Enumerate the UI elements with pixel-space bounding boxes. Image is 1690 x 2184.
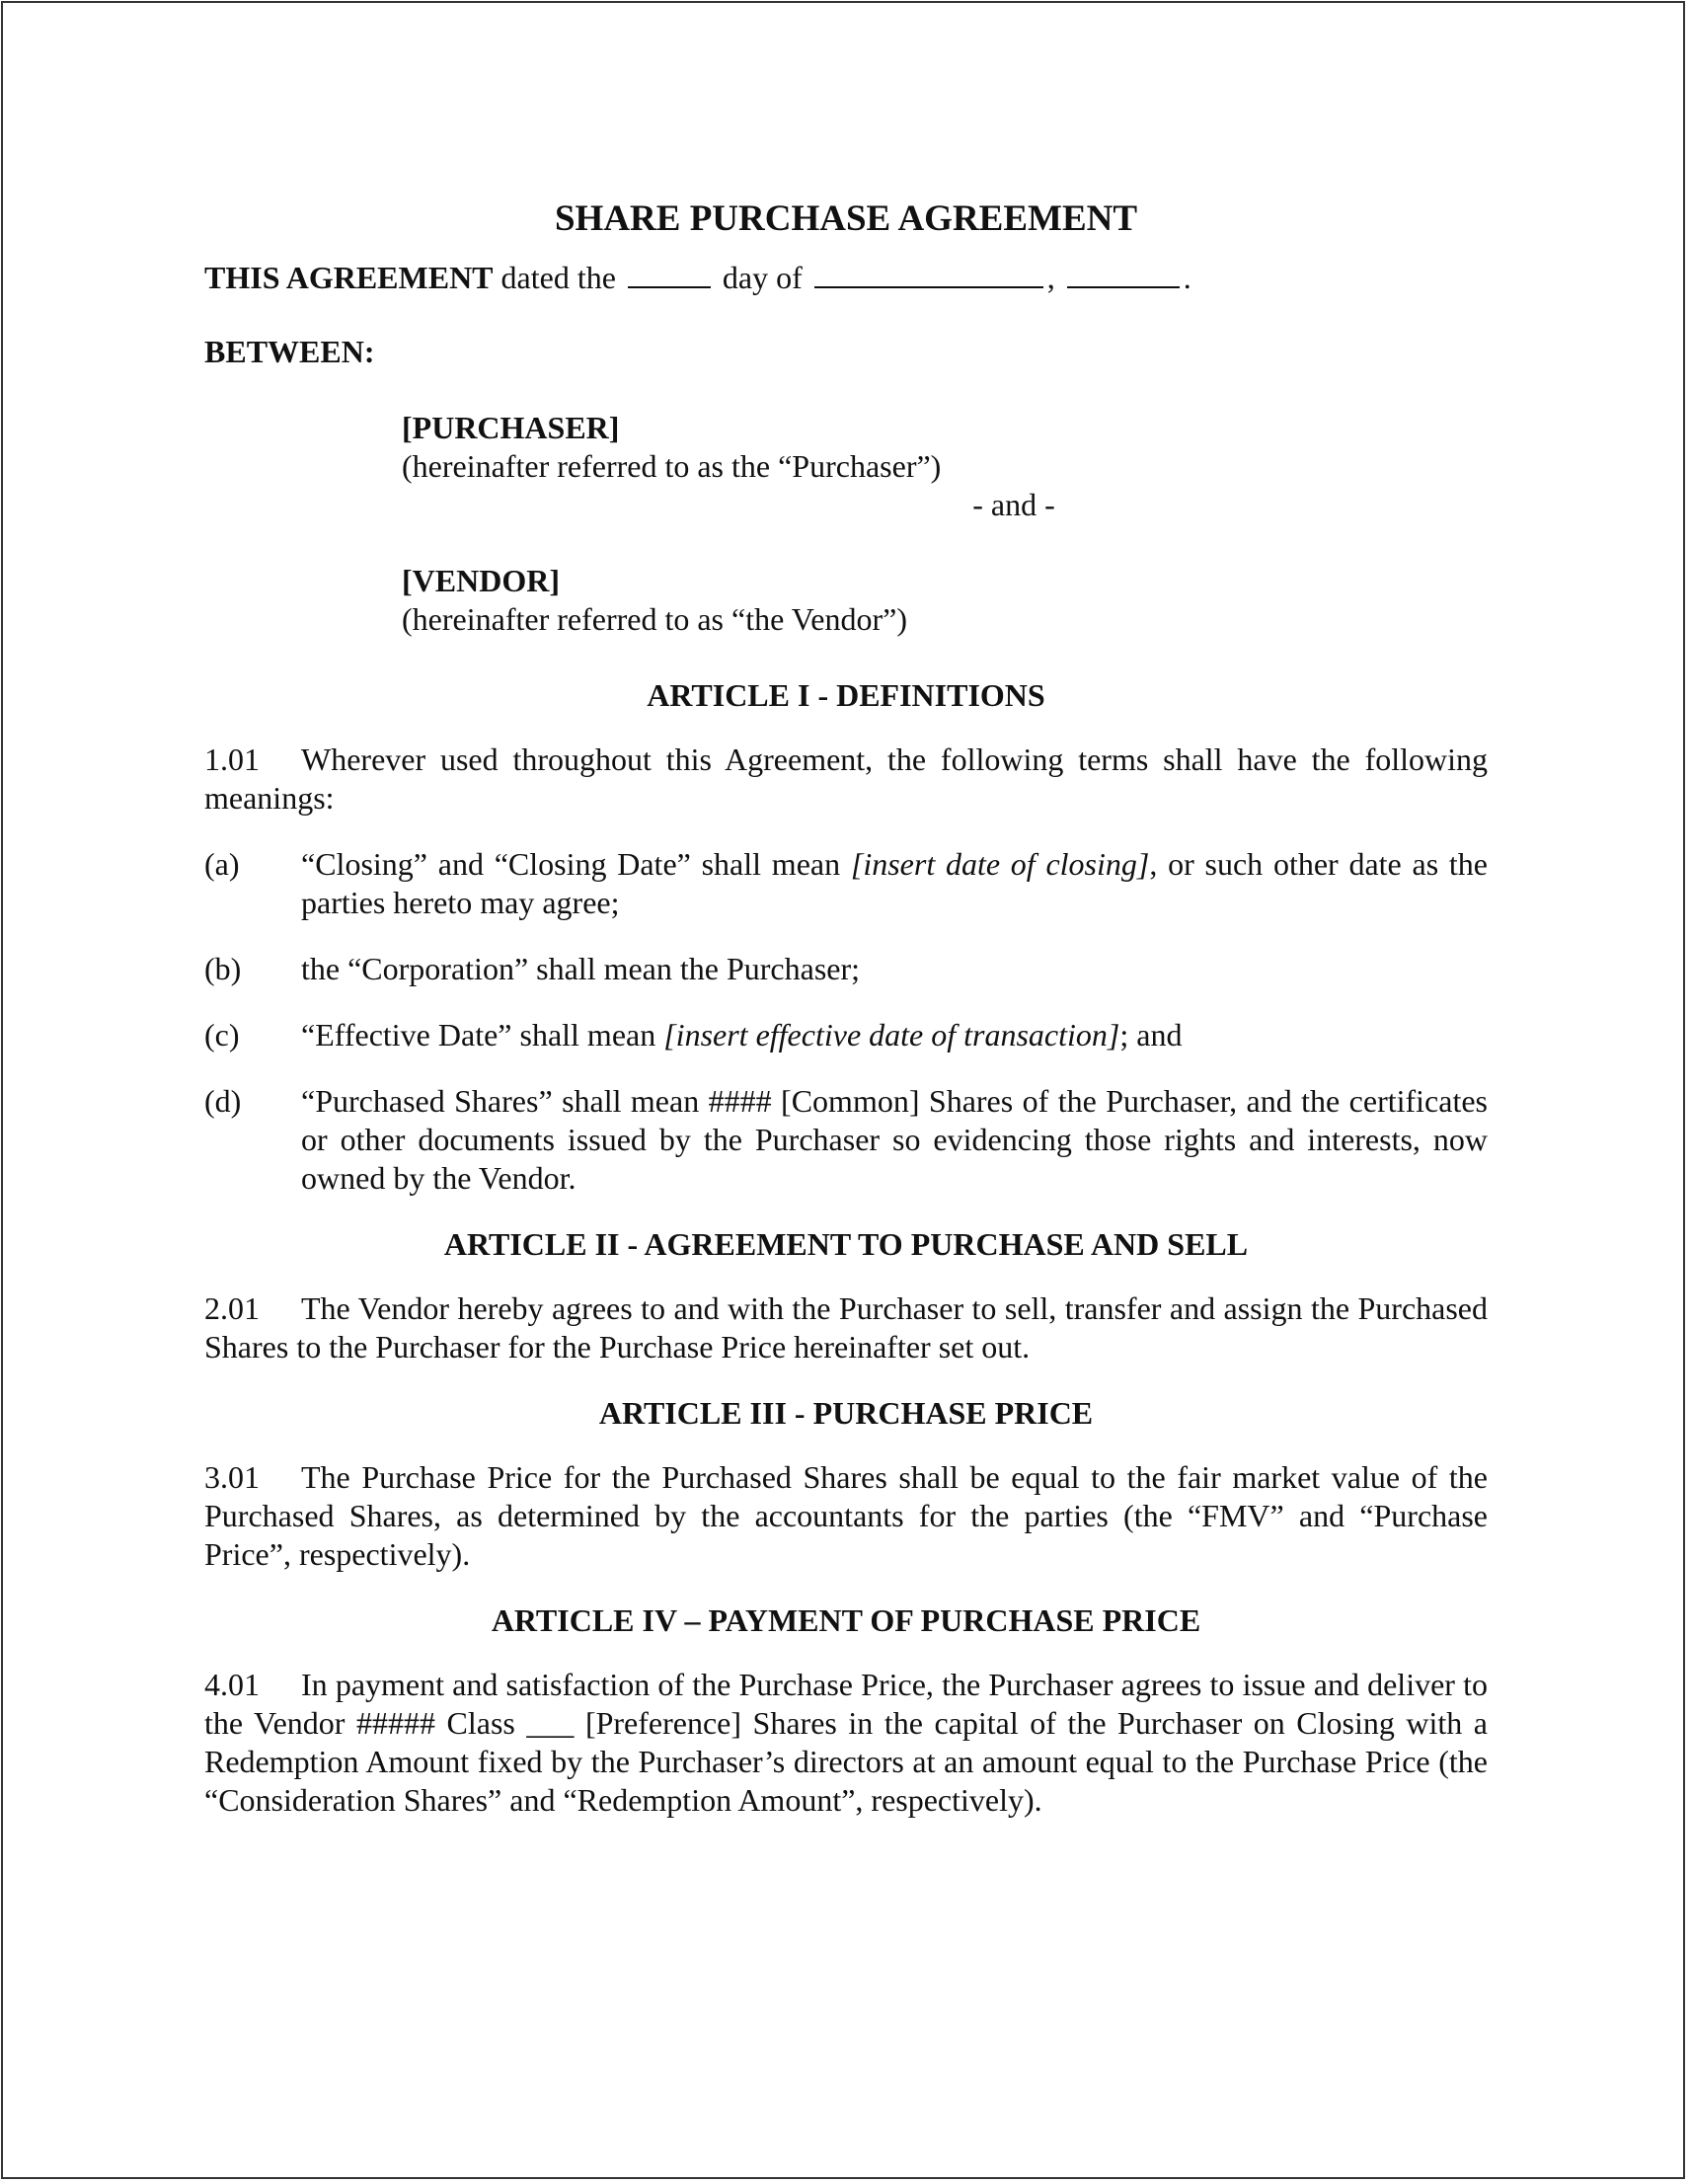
para-text-before: In payment and satisfaction of the Purchase Price, the Purchaser agrees to issue and deliver to the Vendor ##### Class (204, 1667, 1488, 1741)
item-text-before: “Closing” and “Closing Date” shall mean (301, 846, 851, 882)
definition-item-d (204, 1082, 1488, 1198)
document-title: SHARE PURCHASE AGREEMENT (554, 198, 1138, 239)
vendor-name: [VENDOR] (402, 563, 560, 598)
intro-day-of-text: day of (722, 260, 803, 295)
item-label: (a) (204, 846, 240, 882)
para-number: 1.01 (204, 741, 260, 777)
vendor-description: (hereinafter referred to as “the Vendor”) (402, 601, 907, 637)
item-italic-placeholder: [insert effective date of transaction] (663, 1017, 1120, 1053)
and-separator: - and - (972, 487, 1055, 522)
article-4-paragraph (204, 1666, 1488, 1820)
item-text (301, 1082, 1488, 1198)
para-number: 2.01 (204, 1290, 260, 1326)
article-2-heading: ARTICLE II - AGREEMENT TO PURCHASE AND SELL (443, 1226, 1249, 1262)
month-blank-field[interactable] (814, 259, 1043, 288)
intro-line (204, 259, 1488, 297)
definition-item-c (204, 1016, 1488, 1054)
item-text-before: the “Corporation” shall mean the Purchaser; (301, 951, 861, 986)
class-blank: ___ (526, 1705, 575, 1741)
article-2-paragraph (204, 1289, 1488, 1366)
para-number: 3.01 (204, 1459, 260, 1495)
vendor-block (402, 562, 1488, 639)
item-text (301, 950, 1488, 988)
article-1-paragraph (204, 741, 1488, 818)
article-4-heading: ARTICLE IV – PAYMENT OF PURCHASE PRICE (491, 1602, 1201, 1638)
para-text: The Purchase Price for the Purchased Shares shall be equal to the fair market value of the Purchased Shares, as determined by the accountants for the parties (the “FMV” and “Purchase Price”, respectively). (204, 1459, 1488, 1572)
between-label: BETWEEN: (204, 334, 375, 369)
article-3-heading: ARTICLE III - PURCHASE PRICE (598, 1395, 1094, 1431)
definition-item-b (204, 950, 1488, 988)
purchaser-description: (hereinafter referred to as the “Purchaser”) (402, 448, 942, 484)
para-number: 4.01 (204, 1667, 260, 1702)
document-body (204, 197, 1488, 1847)
item-label: (b) (204, 951, 242, 986)
day-blank-field[interactable] (628, 259, 711, 288)
intro-period: . (1183, 260, 1191, 295)
item-italic-placeholder: [insert date of closing] (850, 846, 1150, 882)
para-text: Wherever used throughout this Agreement, the following terms shall have the following meanings: (204, 741, 1488, 816)
intro-lead: THIS AGREEMENT (204, 260, 494, 295)
item-text (301, 1016, 1488, 1054)
article-3-paragraph (204, 1458, 1488, 1574)
para-text-after: [Preference] Shares in the capital of the Purchaser on Closing with a Redemption Amount fixed by the Purchaser’s directors at an amount equal to the Purchase Price (the “Consideration Shares” and “Redemption Amount”, respectively). (204, 1705, 1489, 1818)
intro-dated-text: dated the (500, 260, 616, 295)
article-1-heading: ARTICLE I - DEFINITIONS (647, 677, 1045, 713)
para-text: The Vendor hereby agrees to and with the Purchaser to sell, transfer and assign the Purchased Shares to the Purchaser for the Purchase Price hereinafter set out. (204, 1290, 1488, 1365)
definition-item-a (204, 845, 1488, 922)
item-text-after: ; and (1119, 1017, 1183, 1053)
purchaser-block (402, 409, 1488, 486)
item-text-before: “Purchased Shares” shall mean #### [Common] Shares of the Purchaser, and the certificates or other documents issued by the Purchaser so evidencing those rights and interests, now owned by the Vendor. (301, 1083, 1488, 1196)
item-text-before: “Effective Date” shall mean (301, 1017, 664, 1053)
year-blank-field[interactable] (1067, 259, 1180, 288)
item-text-after: , or such other date as the parties hereto may agree; (301, 846, 1489, 920)
item-label: (d) (204, 1083, 242, 1119)
item-text (301, 845, 1488, 922)
intro-comma: , (1046, 260, 1055, 295)
purchaser-name: [PURCHASER] (402, 410, 620, 445)
item-label: (c) (204, 1017, 240, 1053)
